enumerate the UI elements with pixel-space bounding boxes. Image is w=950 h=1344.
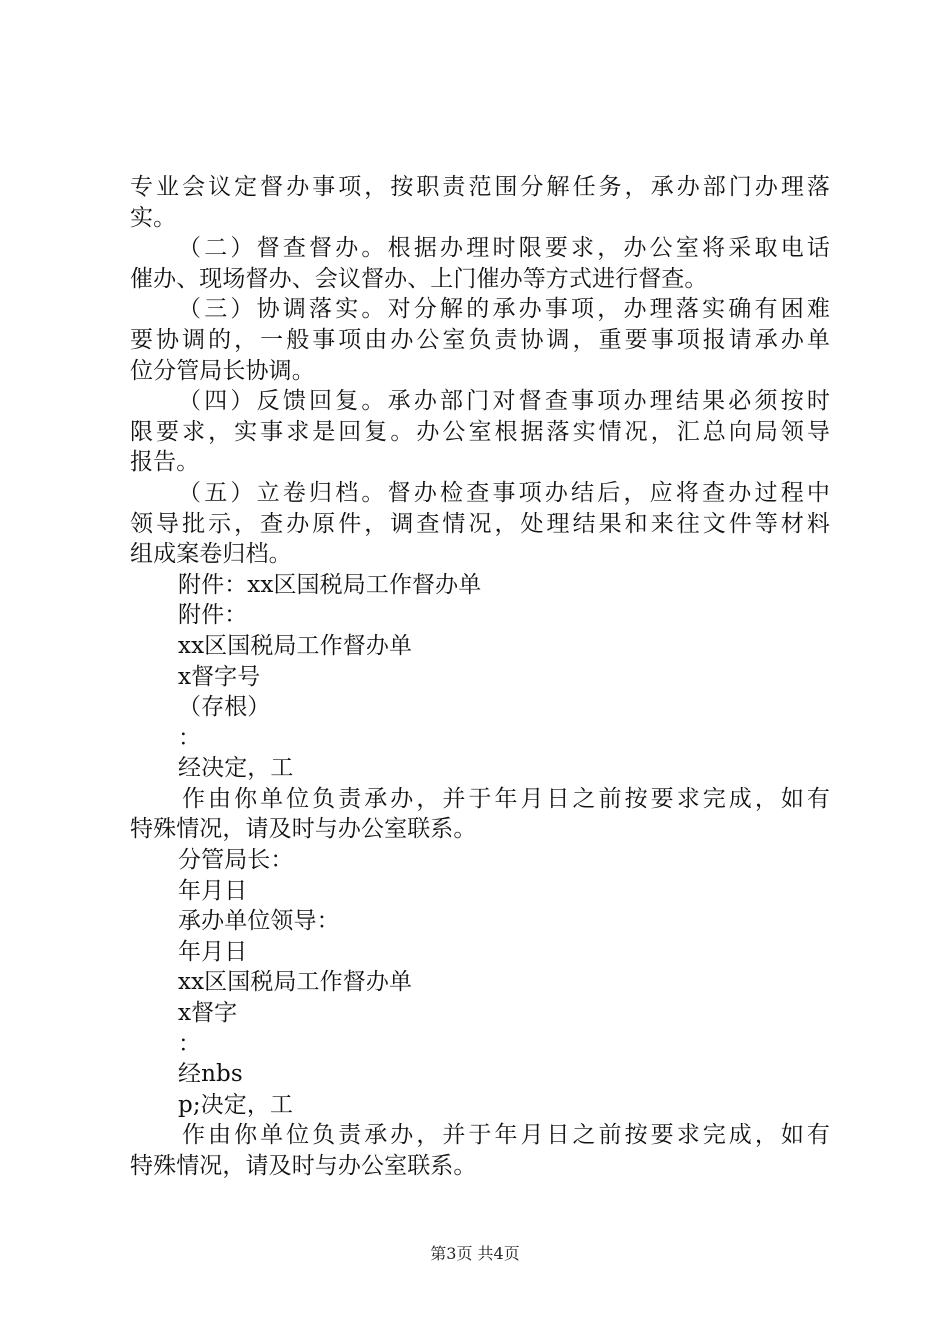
form-title: xx区国税局工作督办单 (178, 632, 413, 659)
attachment-line: 附件：xx区国税局工作督办单 (178, 571, 482, 598)
form-line: 作由你单位负责承办，并于年月日之前按要求完成，如有 (182, 785, 830, 812)
signature-label: 承办单位领导： (178, 908, 340, 935)
form-line: p;决定，工 (178, 1091, 294, 1118)
paragraph-line: 要协调的，一般事项由办公室负责协调，重要事项报请承办单 (130, 326, 830, 353)
form-line: 作由你单位负责承办，并于年月日之前按要求完成，如有 (182, 1122, 830, 1149)
paragraph-line: 领导批示，查办原件，调查情况，处理结果和来往文件等材料 (130, 510, 830, 537)
form-stub-label: （存根） (178, 694, 271, 721)
form-title: xx区国税局工作督办单 (178, 969, 413, 996)
paragraph-line: 专业会议定督办事项，按职责范围分解任务，承办部门办理落 (130, 174, 830, 200)
paragraph-line: 报告。 (130, 449, 200, 476)
form-line: 特殊情况，请及时与办公室联系。 (130, 1153, 477, 1179)
paragraph-line: 组成案卷归档。 (130, 541, 292, 568)
paragraph-line: （四）反馈回复。承办部门对督查事项办理结果必须按时 (178, 388, 830, 415)
paragraph-line: 位分管局长协调。 (130, 357, 315, 384)
paragraph-line: 实。 (130, 204, 177, 231)
document-body (130, 172, 830, 1182)
form-line: 特殊情况，请及时与办公室联系。 (130, 816, 477, 843)
paragraph-line: 限要求，实事求是回复。办公室根据落实情况，汇总向局领导 (130, 418, 830, 445)
form-addressee: ： (178, 1030, 202, 1057)
attachment-label: 附件： (178, 602, 248, 629)
form-number: x督字号 (178, 663, 261, 690)
date-line: 年月日 (178, 938, 248, 965)
signature-label: 分管局长： (178, 847, 294, 874)
paragraph-line: 催办、现场督办、会议督办、上门催办等方式进行督查。 (130, 265, 708, 292)
paragraph-line: （二）督查督办。根据办理时限要求，办公室将采取电话 (178, 235, 830, 262)
page-footer: 第3页 共4页 (430, 1244, 520, 1263)
form-addressee: ： (178, 724, 202, 751)
form-number: x督字 (178, 1000, 238, 1027)
date-line: 年月日 (178, 877, 248, 904)
paragraph-line: （五）立卷归档。督办检查事项办结后，应将查办过程中 (178, 479, 830, 506)
form-line: 经决定，工 (178, 755, 294, 782)
form-line: 经nbs (178, 1061, 243, 1088)
paragraph-line: （三）协调落实。对分解的承办事项，办理落实确有困难 (178, 296, 830, 323)
